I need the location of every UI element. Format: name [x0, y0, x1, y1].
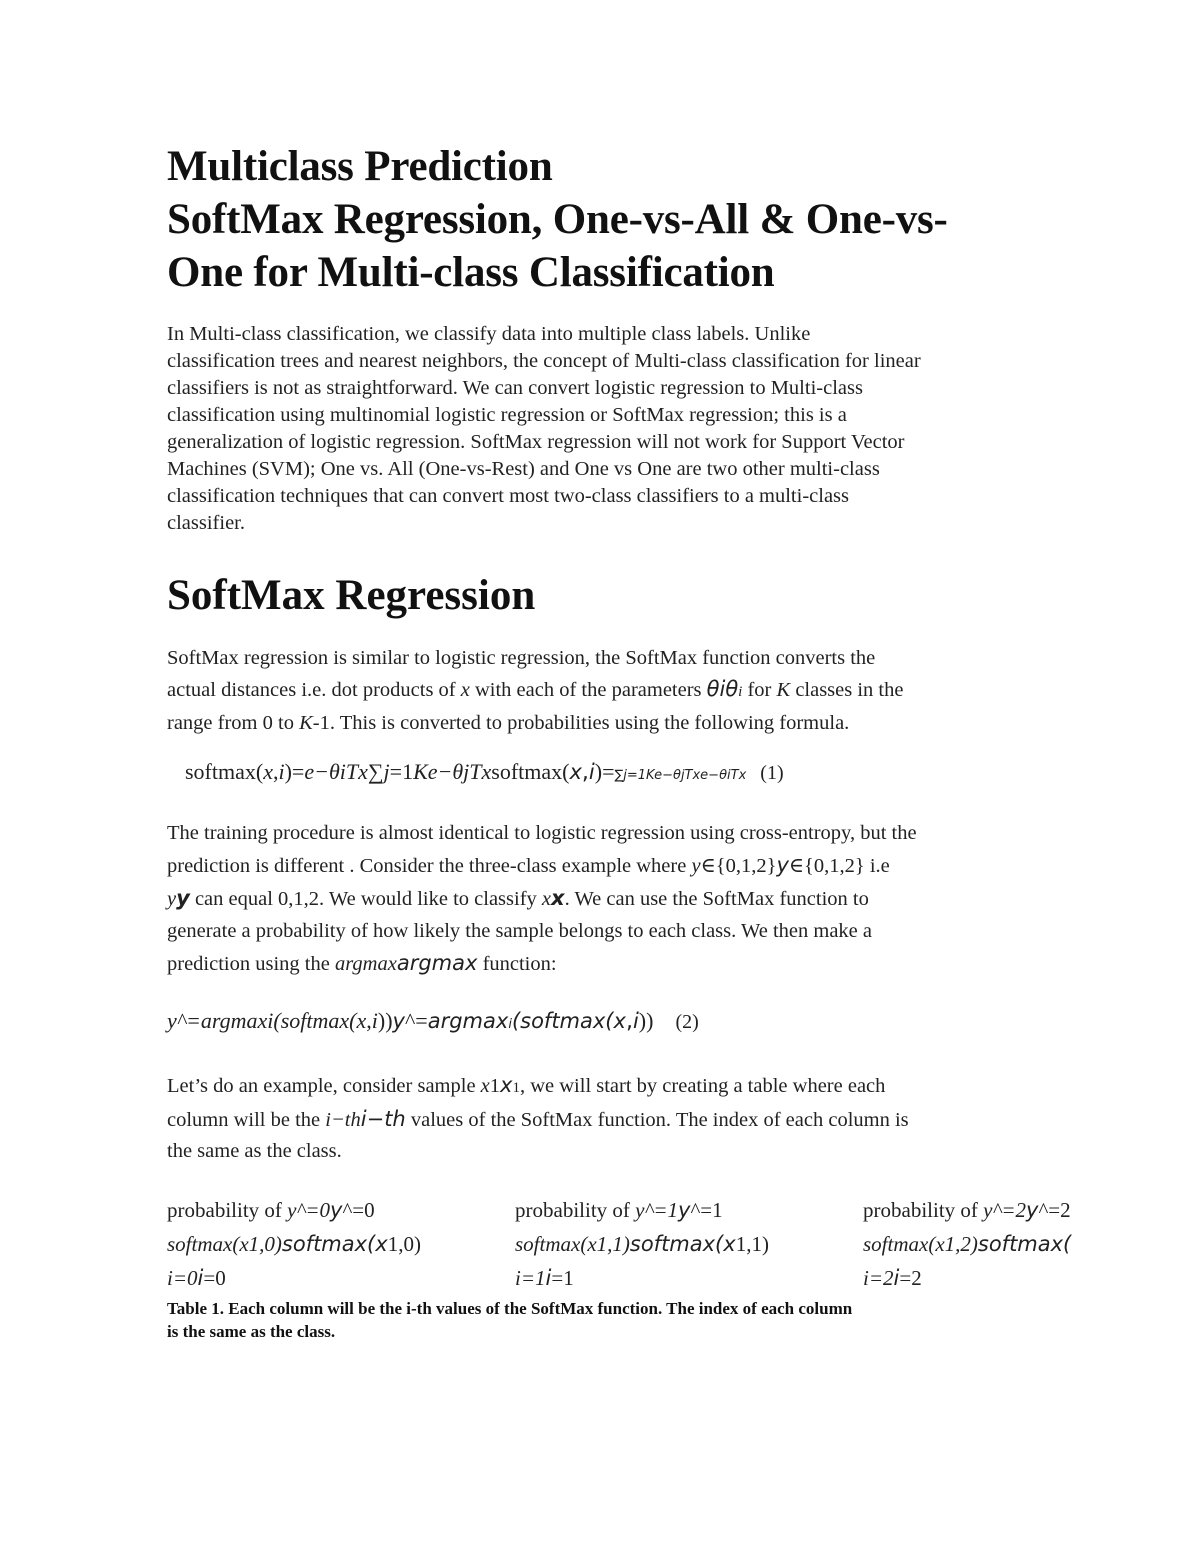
title-line-1: Multiclass Prediction [167, 143, 553, 190]
equation-2 [167, 1006, 1200, 1040]
text-span: can equal 0,1,2. We would like to classify [189, 888, 542, 910]
cell-math: x [375, 1232, 388, 1256]
math-theta: θiθ [706, 677, 739, 701]
eq-part: , [366, 1008, 372, 1033]
cell-math: y^=0 [287, 1198, 331, 1222]
eq-part: e−θiTx∑j [304, 759, 390, 784]
text-span: prediction is different . Consider the three-class example where [167, 855, 692, 877]
example-line-3: the same as the class. [167, 1140, 342, 1162]
math-x: x [551, 886, 565, 910]
text-span: values of the SoftMax function. The index of each column is [405, 1109, 909, 1131]
cell-math: y [678, 1198, 691, 1222]
table-cell [167, 1227, 515, 1261]
caption-line: is the same as the class. [167, 1322, 336, 1341]
math-x: x [480, 1075, 490, 1097]
example-line-1 [167, 1070, 1037, 1104]
text-span: function: [477, 953, 557, 975]
math-y: y [167, 888, 177, 910]
equation-number: (2) [675, 1011, 699, 1033]
math-sub: 1 [512, 1080, 520, 1096]
intro-line: In Multi-class classification, we classify data into multiple class labels. Unlike [167, 323, 811, 345]
text-span: for [742, 679, 777, 701]
softmax-line-1: SoftMax regression is similar to logistic regression, the SoftMax function converts the [167, 647, 876, 669]
training-line-2 [167, 849, 1037, 882]
table-cell [863, 1261, 1200, 1295]
eq-part: Ke−θjTx [413, 759, 492, 784]
training-line-4: generate a probability of how likely the sample belongs to each class. We then make a [167, 920, 872, 942]
intro-line: classification using multinomial logistic regression or SoftMax regression; this is a [167, 404, 847, 426]
cell-math: ^=0 [342, 1198, 375, 1222]
cell-math: i=0 [167, 1266, 198, 1290]
eq-part: x [263, 759, 273, 784]
table-cell [863, 1193, 1200, 1227]
table-cell [515, 1261, 863, 1295]
softmax-line-2 [167, 674, 1037, 708]
math-x: x [460, 679, 470, 701]
cell-text: probability of [863, 1198, 984, 1222]
eq-part: softmax( [185, 759, 264, 784]
eq-part: y [392, 1009, 405, 1033]
document-page [167, 140, 1200, 1343]
math-K: K [776, 679, 791, 701]
title-line-3: One for Multi-class Classification [167, 249, 775, 296]
eq-part: y^=argmaxi(softmax( [167, 1008, 357, 1033]
cell-math: ^=2 [1038, 1198, 1071, 1222]
cell-math: softmax(x1,2) [863, 1232, 978, 1256]
equation-number: (1) [760, 762, 784, 784]
intro-paragraph [167, 321, 1037, 537]
cell-text: probability of [167, 1198, 288, 1222]
math-set: ∈{0,1,2} [700, 855, 777, 877]
eq-part: x [613, 1009, 626, 1033]
text-span: , we will start by creating a table where each [519, 1075, 886, 1097]
eq-part: (softmax( [511, 1009, 614, 1033]
cell-math: y^=1 [635, 1198, 679, 1222]
math-y: y [176, 886, 190, 910]
softmax-table [167, 1193, 1200, 1295]
eq-part: ^= [404, 1008, 428, 1033]
cell-math: =0 [203, 1266, 226, 1290]
cell-math: 1,1) [735, 1232, 769, 1256]
intro-line: classification techniques that can convert most two-class classifiers to a multi-class [167, 485, 849, 507]
math-argmax: argmax [334, 953, 397, 975]
caption-line: Table 1. Each column will be the i-th values of the SoftMax function. The index of each column [167, 1299, 853, 1318]
text-span: column will be the [167, 1109, 326, 1131]
cell-math: softmax(x1,1) [515, 1232, 630, 1256]
intro-line: classification trees and nearest neighbors, the concept of Multi-class classification for linear [167, 350, 921, 372]
text-span: -1. This is converted to probabilities using the following formula. [312, 712, 850, 734]
cell-math: ^=1 [690, 1198, 723, 1222]
training-line-5 [167, 947, 1037, 980]
math-K: K [299, 712, 313, 734]
cell-math: softmax( [281, 1232, 376, 1256]
math-ith: i−th [360, 1107, 406, 1131]
cell-math: i [545, 1266, 552, 1290]
table-row [167, 1261, 1200, 1295]
cell-math: i [197, 1266, 204, 1290]
eq-part: softmax( [491, 759, 570, 784]
page-title [167, 140, 1200, 299]
math-i: i [738, 684, 743, 700]
eq-part: i [588, 760, 595, 784]
title-line-2: SoftMax Regression, One-vs-All & One-vs- [167, 196, 948, 243]
text-span: classes in the [790, 679, 904, 701]
math-x: x [500, 1073, 513, 1097]
cell-math: i=1 [515, 1266, 546, 1290]
softmax-paragraph [167, 643, 1037, 739]
table-cell [863, 1227, 1200, 1261]
eq-part: x [569, 760, 582, 784]
math-set: ∈{0,1,2} [788, 855, 865, 877]
training-paragraph [167, 817, 1037, 980]
cell-math: 1,0) [387, 1232, 421, 1256]
intro-line: classifiers is not as straightforward. We can convert logistic regression to Multi-class [167, 377, 863, 399]
eq-part: x [356, 1008, 367, 1033]
eq-part: i [508, 1017, 512, 1032]
table-row [167, 1193, 1200, 1227]
eq-part: =1 [389, 759, 414, 784]
eq-part: , [581, 760, 589, 785]
eq-part: )) [377, 1008, 393, 1033]
softmax-heading: SoftMax Regression [167, 572, 536, 619]
softmax-line-3 [167, 708, 1037, 739]
training-line-1: The training procedure is almost identical to logistic regression using cross-entropy, but the [167, 822, 917, 844]
eq-part: i [371, 1008, 378, 1033]
cell-math: =1 [551, 1266, 574, 1290]
text-span: Let’s do an example, consider sample [167, 1075, 481, 1097]
eq-part: , [625, 1009, 633, 1034]
cell-math: i [893, 1266, 900, 1290]
math-ith: i−th [325, 1109, 361, 1131]
eq-part: )= [284, 759, 305, 784]
math-x: x [541, 888, 552, 910]
table-cell [515, 1227, 863, 1261]
cell-math: =2 [899, 1266, 922, 1290]
table-row [167, 1227, 1200, 1261]
cell-math: y [1026, 1198, 1039, 1222]
training-line-3 [167, 882, 1037, 915]
cell-math: x [723, 1232, 736, 1256]
text-span: prediction using the [167, 953, 335, 975]
table-cell [167, 1193, 515, 1227]
cell-math: i=2 [863, 1266, 894, 1290]
eq-part: ∑j=1Ke−θjTxe−θiTx [614, 768, 747, 783]
text-span: i.e [864, 855, 890, 877]
eq-part: i [278, 759, 285, 784]
text-span: range from 0 to [167, 712, 300, 734]
eq-part: i [632, 1009, 639, 1033]
example-line-2 [167, 1104, 1037, 1136]
cell-text: probability of [515, 1198, 636, 1222]
cell-math: y [330, 1198, 343, 1222]
text-span: . We can use the SoftMax function to [564, 888, 869, 910]
eq-part: )) [638, 1008, 654, 1033]
eq-part: )= [594, 759, 615, 784]
text-span: with each of the parameters [469, 679, 707, 701]
intro-line: classifier. [167, 512, 245, 534]
math-y: y [776, 853, 789, 877]
text-span: actual distances i.e. dot products of [167, 679, 461, 701]
cell-math: y^=2 [983, 1198, 1027, 1222]
intro-line: generalization of logistic regression. SoftMax regression will not work for Support Vector [167, 431, 905, 453]
example-paragraph [167, 1070, 1037, 1167]
cell-math: softmax( [629, 1232, 724, 1256]
table-caption [167, 1297, 1027, 1343]
intro-line: Machines (SVM); One vs. All (One-vs-Rest) and One vs One are two other multi-class [167, 458, 880, 480]
cell-math: softmax( [977, 1232, 1072, 1256]
table-cell [515, 1193, 863, 1227]
table-cell [167, 1261, 515, 1295]
eq-part: , [272, 759, 279, 784]
math-y: y [691, 855, 701, 877]
math-sub: 1 [489, 1075, 501, 1097]
cell-math: softmax(x1,0) [167, 1232, 282, 1256]
equation-1 [185, 757, 1200, 791]
eq-part: argmax [427, 1009, 509, 1033]
math-argmax: argmax [396, 951, 478, 975]
